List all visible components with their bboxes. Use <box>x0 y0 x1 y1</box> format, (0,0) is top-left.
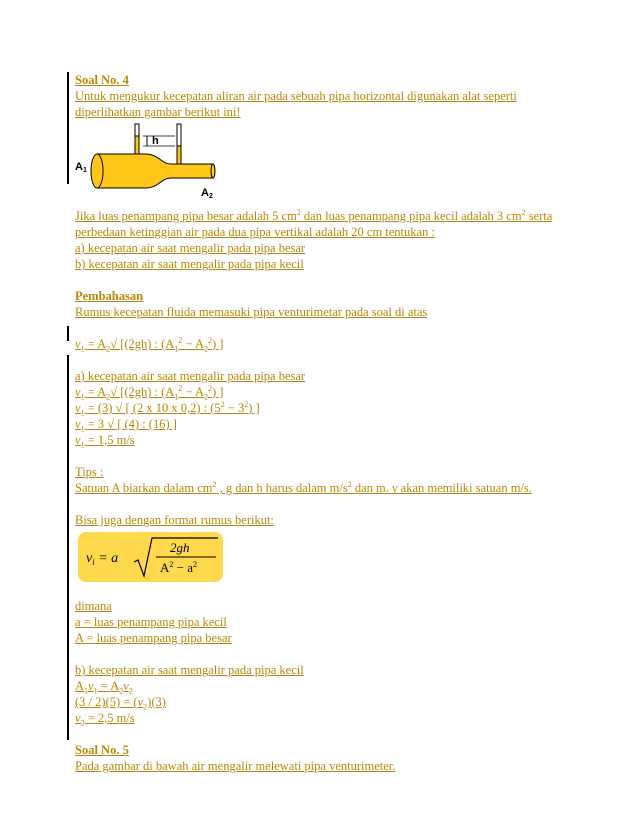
soal4-question-a: a) kecepatan air saat mengalir pada pipa besar <box>75 241 306 255</box>
pipe-body <box>97 154 213 188</box>
soal4-intro-line2: diperlihatkan gambar berikut ini! <box>75 105 241 119</box>
alt-format-text: Bisa juga dengan format rumus berikut: <box>75 513 274 527</box>
label-a2: A2 <box>201 187 213 200</box>
left-margin-rule <box>67 72 69 184</box>
venturimeter-diagram <box>75 122 275 200</box>
left-margin-rule <box>67 355 69 740</box>
soal4-given-line1: Jika luas penampang pipa besar adalah 5 $cm^2$ dan luas penampang pipa kecil adalah 3 $cm^2$ serta <box>75 207 553 223</box>
part-a-line4: $v_1 = 1,5$ m/s <box>75 433 135 450</box>
part-b-heading: b) kecepatan air saat mengalir pada pipa kecil <box>75 663 304 677</box>
soal5-intro: Pada gambar di bawah air mengalir melewati pipa venturimeter. <box>75 759 396 773</box>
pembahasan-title: Pembahasan <box>75 289 144 303</box>
soal4-intro-line1: Untuk mengukur kecepatan aliran air pada sebuah pipa horizontal digunakan alat seperti <box>75 89 517 103</box>
formula-box-graphic <box>78 532 223 582</box>
part-a-heading: a) kecepatan air saat mengalir pada pipa besar <box>75 369 306 383</box>
venturi-formula: $v_1 = A_2√$ [(2gh) : $(A_1^2 - A_2^2)$ ] <box>75 335 224 354</box>
label-a1: A1 <box>75 161 87 174</box>
venturimeter-figure <box>75 122 275 200</box>
vertical-tube-left-top <box>135 124 139 136</box>
part-a-line2: $v_1 = (3)$ √ [ (2 x 10 x 0,2) : $(5^2 - 3^2)$ ] <box>75 399 260 418</box>
definition-A: A = luas penampang pipa besar <box>75 631 232 645</box>
document-content <box>75 72 575 774</box>
part-b-line1: $A_1v_1 = A_2v_2$ <box>75 679 133 696</box>
part-b-line3: $v_2 = 2,5$ m/s <box>75 711 135 728</box>
part-a-line1: $v_1 = A_2√$ [(2gh) : $(A_1^2 - A_2^2)$ ] <box>75 383 224 402</box>
soal4-given-line2: perbedaan ketinggian air pada dua pipa vertikal adalah 20 cm tentukan : <box>75 225 435 239</box>
left-margin-rule <box>67 326 69 341</box>
formula-box <box>78 532 223 582</box>
label-h: h <box>152 135 159 147</box>
dimana-label: dimana <box>75 599 112 613</box>
formula-lhs: $v_i = a$ <box>86 551 119 567</box>
vertical-tube-right-top <box>177 124 181 146</box>
definition-a: a = luas penampang pipa kecil <box>75 615 227 629</box>
formula-denominator: $A^2 - a^2$ <box>160 560 198 575</box>
pipe-outlet <box>211 164 215 178</box>
soal4-title: Soal No. 4 <box>75 73 129 87</box>
tips-title: Tips : <box>75 465 104 479</box>
part-b-line2: $(3 / 2)(5) = (v_2)(3)$ <box>75 695 166 712</box>
soal5-title: Soal No. 5 <box>75 743 129 757</box>
pembahasan-intro: Rumus kecepatan fluida memasuki pipa venturimetar pada soal di atas <box>75 305 428 319</box>
part-a-line3: $v_1 = 3$ √ [ (4) : (16) ] <box>75 417 177 434</box>
pipe-inlet <box>91 154 103 188</box>
tips-text: Satuan A biarkan dalam $cm^2$ , g dan h harus dalam $m/s^2$ dan m. v akan memiliki satuan m/s. <box>75 479 532 495</box>
soal4-question-b: b) kecepatan air saat mengalir pada pipa kecil <box>75 257 304 271</box>
formula-numerator: 2gh <box>170 540 190 555</box>
